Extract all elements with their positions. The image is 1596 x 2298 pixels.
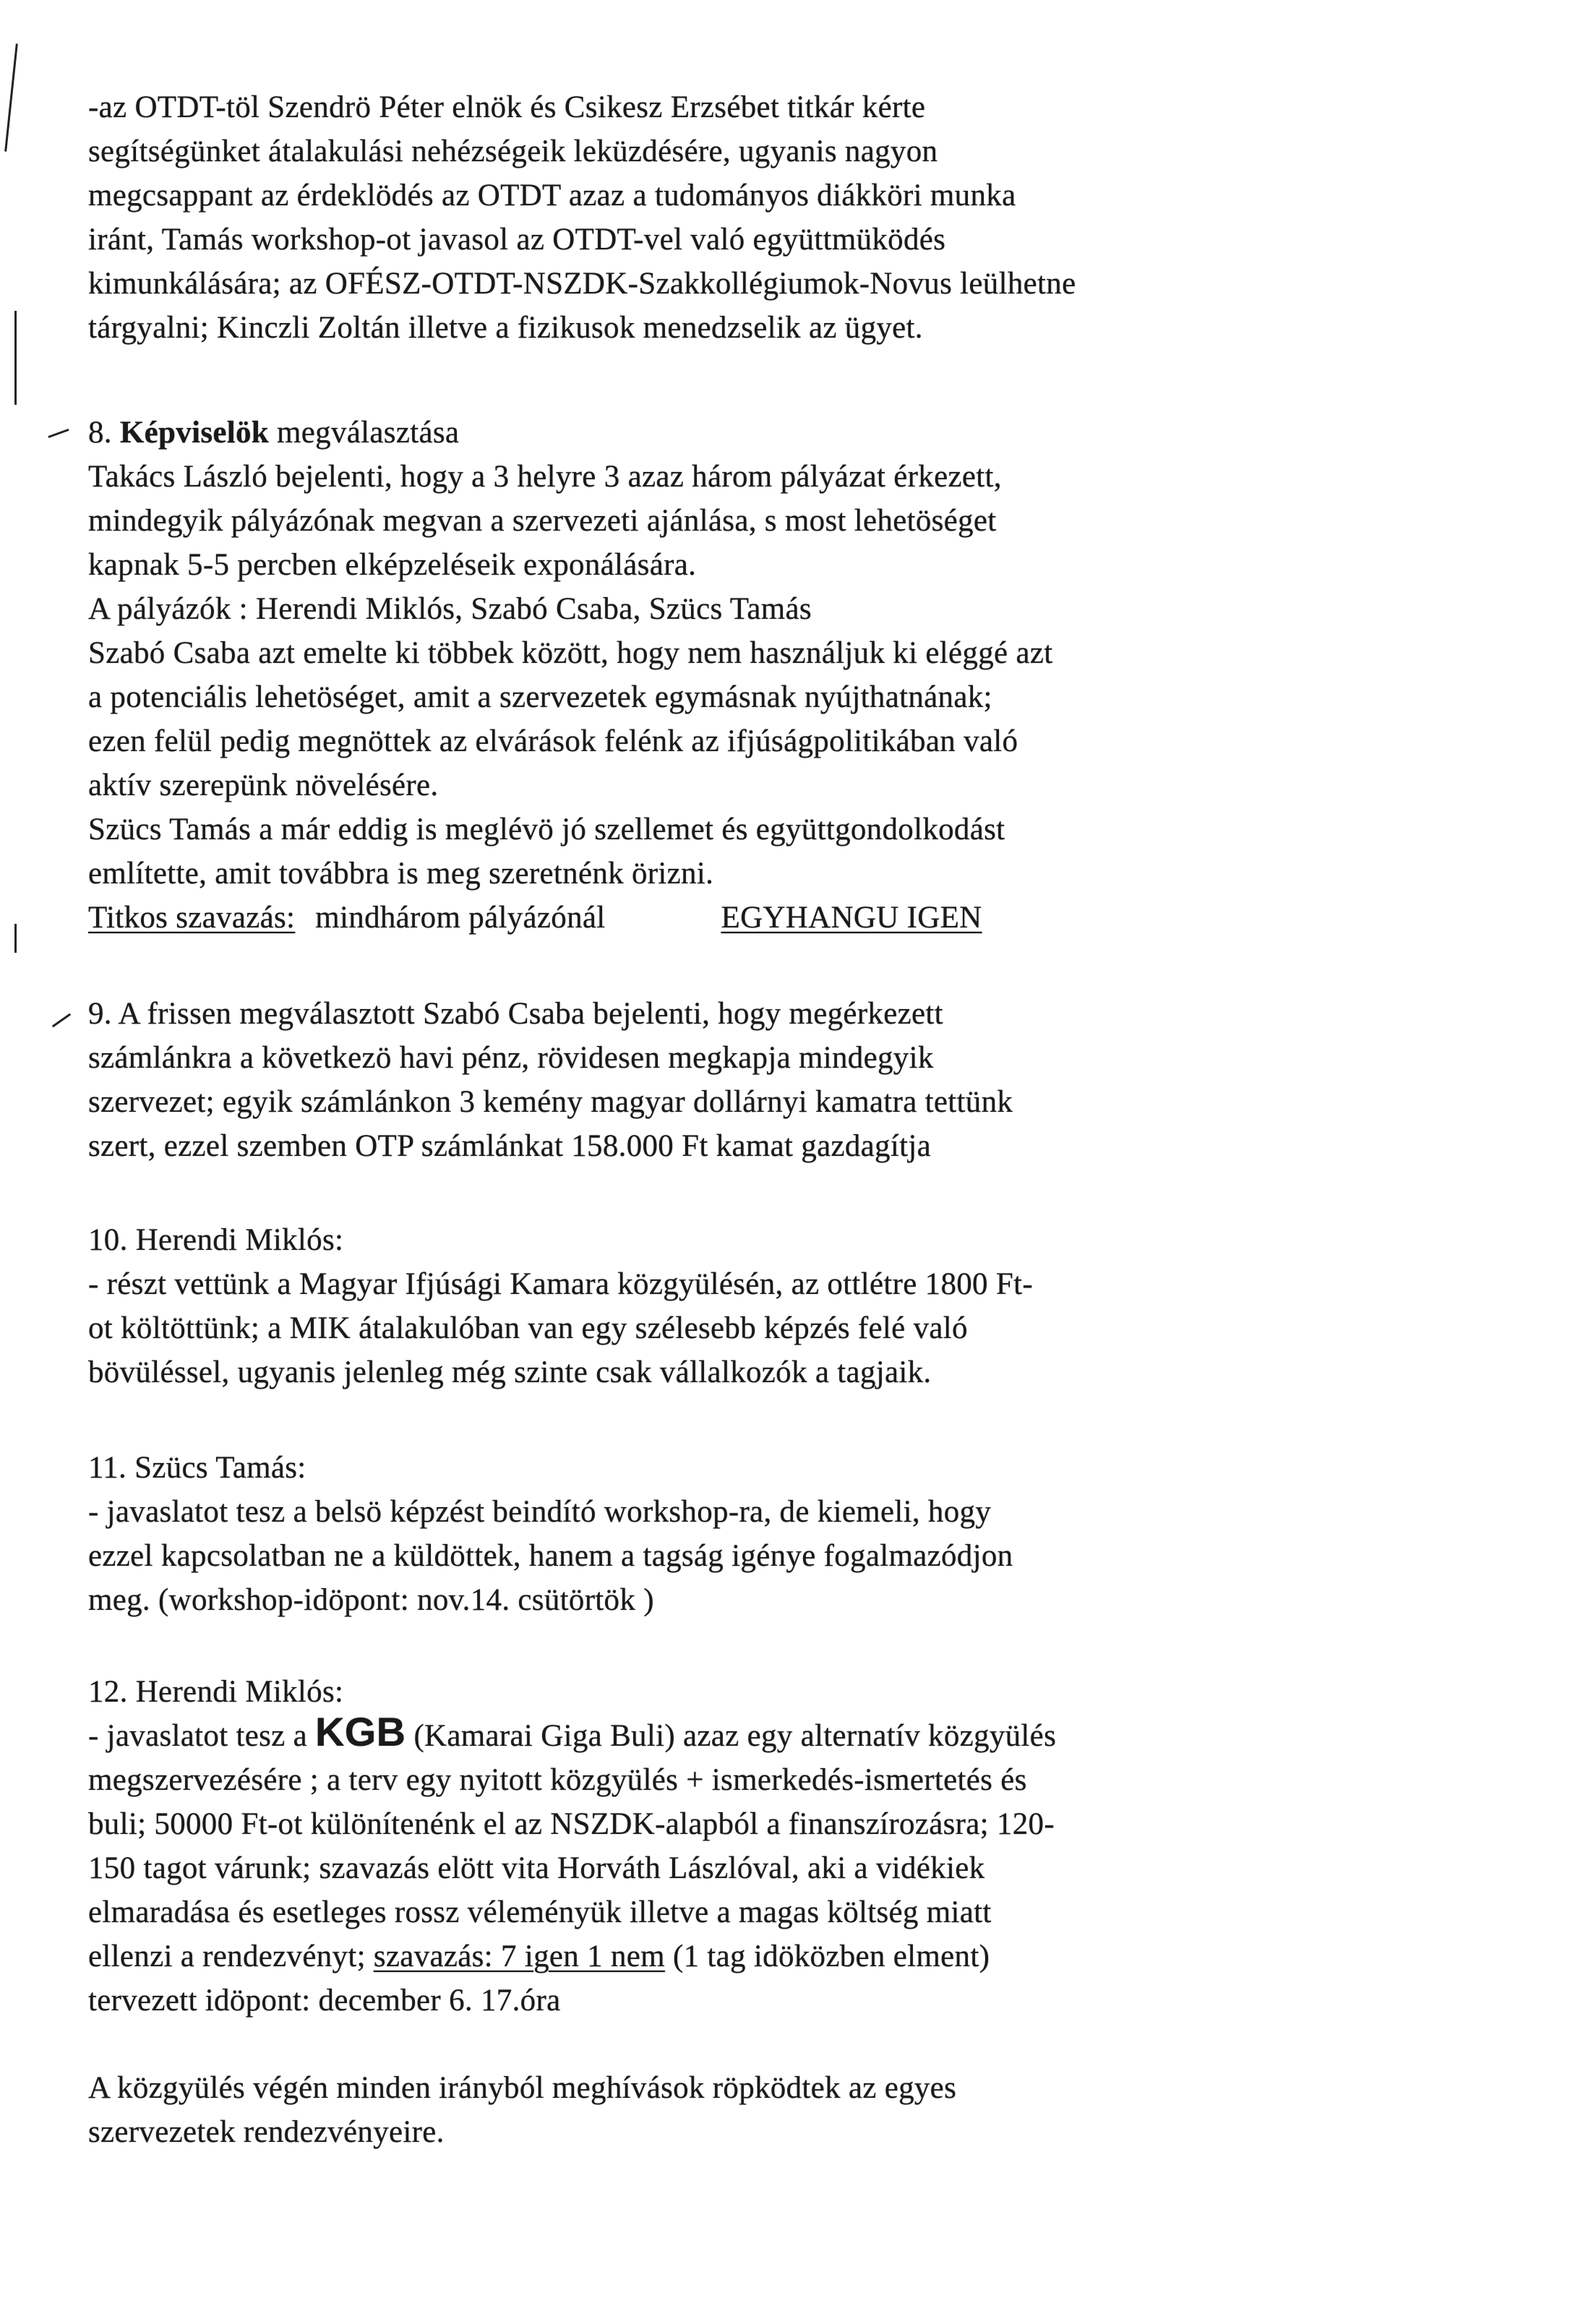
text-line: Szabó Csaba azt emelte ki többek között, hogy nem használjuk ki eléggé azt (88, 636, 1053, 670)
scan-edge-mark (14, 311, 17, 405)
text-line: - részt vettünk a Magyar Ifjúsági Kamara közgyülésén, az ottlétre 1800 Ft- (88, 1267, 1033, 1301)
text-line: tervezett idöpont: december 6. 17.óra (88, 1984, 561, 2018)
scan-edge-mark (4, 43, 18, 151)
text-line: megcsappant az érdeklödés az OTDT azaz a tudományos diákköri munka (88, 179, 1016, 213)
text-line: - javaslatot tesz a belsö képzést beindító workshop-ra, de kiemeli, hogy (88, 1495, 992, 1529)
section-heading: 10. Herendi Miklós: (88, 1223, 344, 1257)
text-line: segítségünket átalakulási nehézségeik leküzdésére, ugyanis nagyon (88, 134, 938, 168)
text-line: ezen felül pedig megnöttek az elvárások felénk az ifjúságpolitikában való (88, 724, 1018, 758)
section-12 (88, 1670, 1375, 2023)
text-line: említette, amit továbbra is meg szeretnénk örizni. (88, 857, 714, 891)
text-line: -az OTDT-töl Szendrö Péter elnök és Csikesz Erzsébet titkár kérte (88, 90, 926, 124)
text-line: ezzel kapcsolatban ne a küldöttek, hanem a tagság igénye fogalmazódjon (88, 1539, 1013, 1573)
text-line (88, 1709, 1375, 1758)
text-fragment: (1 tag idöközben elment) (664, 1939, 990, 1973)
vote-result: EGYHANGU IGEN (721, 901, 982, 935)
section-7-continuation (88, 85, 1375, 350)
kgb-acronym: KGB (315, 1709, 406, 1754)
text-line: iránt, Tamás workshop-ot javasol az OTDT-vel való együttmüködés (88, 223, 946, 257)
section-10 (88, 1218, 1375, 1394)
scan-edge-mark (52, 1013, 71, 1028)
text-line: tárgyalni; Kinczli Zoltán illetve a fizikusok menedzselik az ügyet. (88, 311, 923, 345)
vote-text: mindhárom pályázónál (315, 901, 606, 935)
scan-edge-mark (14, 924, 17, 953)
text-line: 9. A frissen megválasztott Szabó Csaba bejelenti, hogy megérkezett (88, 997, 943, 1031)
vote-result: szavazás: 7 igen 1 nem (373, 1939, 665, 1973)
text-line: ot költöttünk; a MIK átalakulóban van egy szélesebb képzés felé való (88, 1311, 968, 1345)
vote-label: Titkos szavazás: (88, 901, 296, 935)
text-line: Szücs Tamás a már eddig is meglévö jó szellemet és együttgondolkodást (88, 813, 1005, 846)
closing-paragraph (88, 2066, 1375, 2154)
text-line: szervezet; egyik számlánkon 3 kemény magyar dollárnyi kamatra tettünk (88, 1085, 1013, 1119)
section-heading: 12. Herendi Miklós: (88, 1675, 344, 1709)
text-fragment: (Kamarai Giga Buli) azaz egy alternatív közgyülés (406, 1719, 1057, 1753)
text-line: A közgyülés végén minden irányból meghívások röpködtek az egyes (88, 2071, 957, 2105)
heading-rest: megválasztása (269, 416, 460, 450)
heading-number: 8. (88, 416, 112, 450)
section-9 (88, 992, 1375, 1168)
text-line: kimunkálására; az OFÉSZ-OTDT-NSZDK-Szakkollégiumok-Novus leülhetne (88, 267, 1076, 301)
text-line: Takács László bejelenti, hogy a 3 helyre 3 azaz három pályázat érkezett, (88, 460, 1002, 494)
section-11 (88, 1446, 1375, 1622)
section-heading (88, 411, 1375, 455)
text-line: kapnak 5-5 percben elképzeléseik exponálására. (88, 548, 697, 582)
text-line: szervezetek rendezvényeire. (88, 2115, 445, 2149)
text-line: bövüléssel, ugyanis jelenleg még szinte csak vállalkozók a tagjaik. (88, 1355, 932, 1389)
text-line: aktív szerepünk növelésére. (88, 768, 439, 802)
text-line: 150 tagot várunk; szavazás elött vita Horváth Lászlóval, aki a vidékiek (88, 1851, 985, 1885)
text-line: mindegyik pályázónak megvan a szervezeti ajánlása, s most lehetöséget (88, 504, 997, 538)
text-line: számlánkra a következö havi pénz, rövidesen megkapja mindegyik (88, 1041, 934, 1075)
vote-line (88, 896, 1375, 940)
heading-bold: Képviselök (119, 416, 269, 450)
text-line: meg. (workshop-idöpont: nov.14. csütörtök ) (88, 1583, 654, 1617)
text-line (88, 1934, 1375, 1978)
text-line: szert, ezzel szemben OTP számlánkat 158.000 Ft kamat gazdagítja (88, 1129, 931, 1163)
text-line: megszervezésére ; a terv egy nyitott közgyülés + ismerkedés-ismertetés és (88, 1763, 1027, 1797)
section-8 (88, 411, 1375, 940)
text-line: buli; 50000 Ft-ot különítenénk el az NSZDK-alapból a finanszírozásra; 120- (88, 1807, 1055, 1841)
text-line: elmaradása és esetleges rossz véleményük illetve a magas költség miatt (88, 1895, 992, 1929)
scan-edge-mark (48, 429, 69, 438)
section-heading: 11. Szücs Tamás: (88, 1451, 306, 1485)
text-fragment: - javaslatot tesz a (88, 1719, 316, 1753)
text-fragment: ellenzi a rendezvényt; (88, 1939, 374, 1973)
text-line: A pályázók : Herendi Miklós, Szabó Csaba, Szücs Tamás (88, 592, 812, 626)
text-line: a potenciális lehetöséget, amit a szervezetek egymásnak nyújthatnának; (88, 680, 992, 714)
